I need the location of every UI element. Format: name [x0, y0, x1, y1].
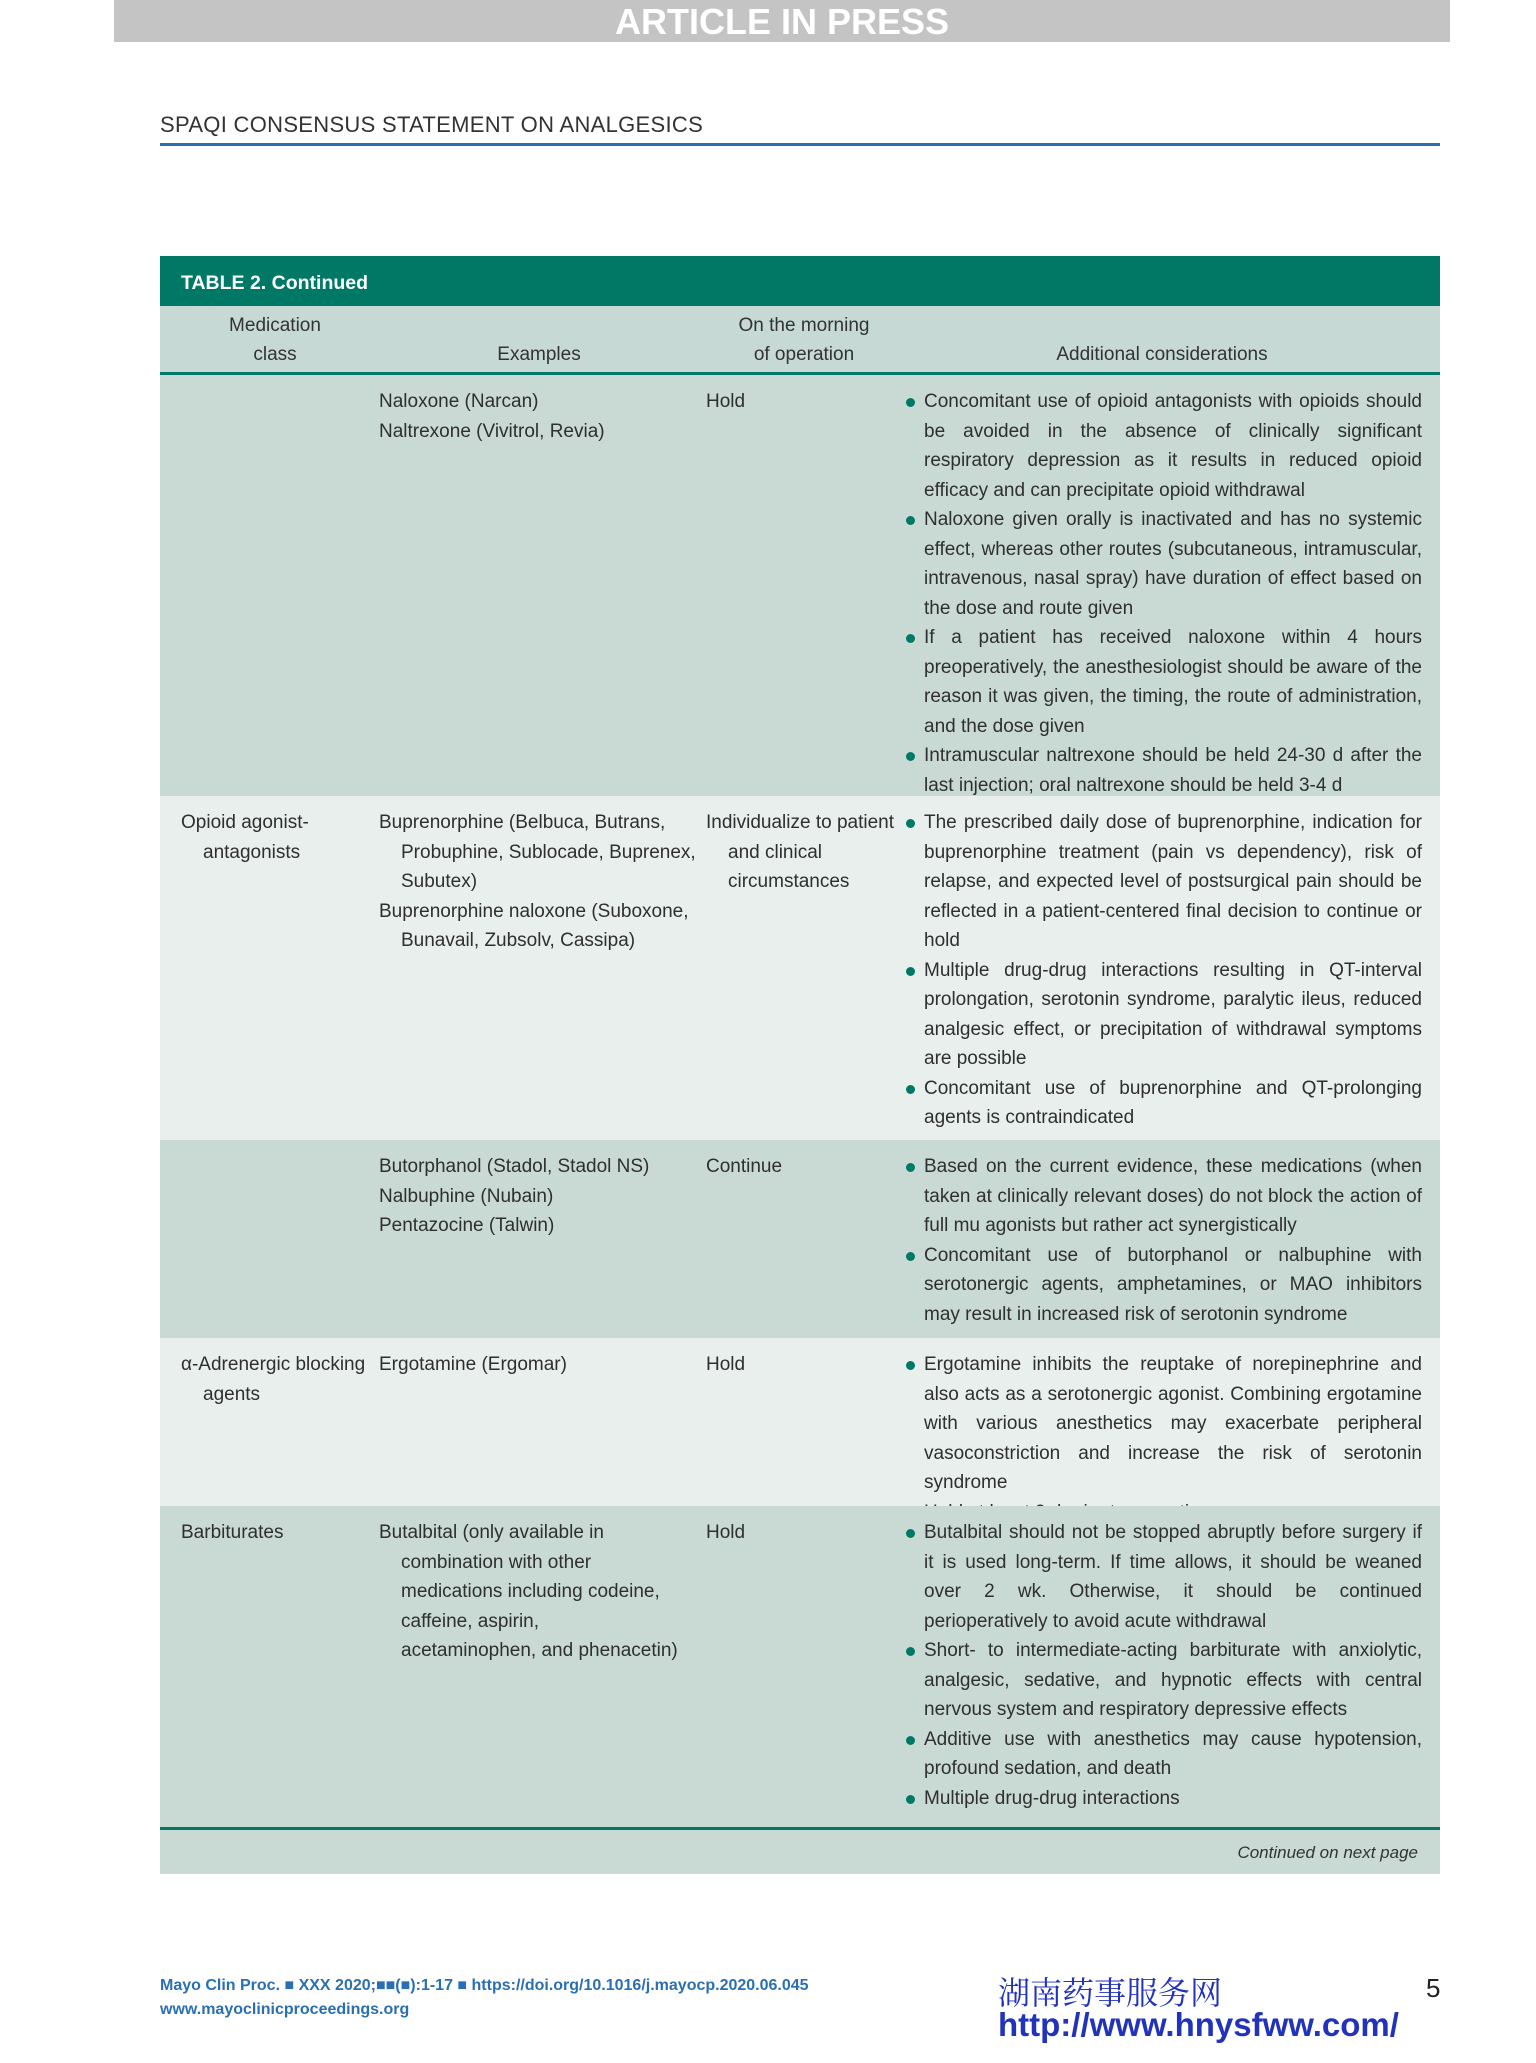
examples-cell — [379, 808, 699, 956]
consideration-bullet: Multiple drug-drug interactions — [902, 1784, 1422, 1814]
table-row — [160, 796, 1440, 1140]
example-item: Buprenorphine (Belbuca, Butrans, Probuphine, Sublocade, Buprenex, Subutex) — [379, 812, 696, 892]
consideration-bullet: Concomitant use of opioid antagonists with opioids should be avoided in the absence of clinically significant respiratory depression as it results in reduced opioid efficacy and can precipitate opioid withdrawal — [902, 387, 1422, 505]
table-title: TABLE 2. Continued — [160, 256, 1440, 306]
morning-cell: Hold — [706, 391, 746, 412]
consideration-bullet: Butalbital should not be stopped abruptly before surgery if it is used long-term. If time allows, it should be weaned over 2 wk. Otherwise, it should be continued perioperatively to avoid acute withdrawal — [902, 1518, 1422, 1636]
considerations-cell — [902, 387, 1422, 800]
considerations-cell — [902, 1350, 1422, 1527]
consideration-bullet: Naloxone given orally is inactivated and has no systemic effect, whereas other routes (subcutaneous, intramuscular, intravenous, nasal spray) have duration of effect based on the dose and route given — [902, 505, 1422, 623]
consideration-bullet: Concomitant use of butorphanol or nalbuphine with serotonergic agents, amphetamines, or MAO inhibitors may result in increased risk of serotonin syndrome — [902, 1241, 1422, 1330]
example-item: Nalbuphine (Nubain) — [379, 1185, 554, 1207]
website-link[interactable]: www.mayoclinicproceedings.org — [160, 2001, 410, 2018]
medication-class-cell: Barbiturates — [181, 1522, 284, 1543]
morning-cell: Individualize to patient and clinical circumstances — [706, 812, 895, 892]
example-item: Naloxone (Narcan) — [379, 391, 539, 412]
morning-cell: Continue — [706, 1156, 783, 1177]
watermark-chinese: 湖南药事服务网 — [998, 1974, 1223, 2012]
example-item: Naltrexone (Vivitrol, Revia) — [379, 420, 605, 442]
examples-cell — [379, 1518, 679, 1666]
consideration-bullet: If a patient has received naloxone within 4 hours preoperatively, the anesthesiologist should be aware of the reason it was given, the timing, the route of administration, and the dose given — [902, 623, 1422, 741]
considerations-cell — [902, 1518, 1422, 1813]
table-continued-note: Continued on next page — [160, 1827, 1440, 1874]
example-item: Butorphanol (Stadol, Stadol NS) — [379, 1156, 650, 1177]
table-row — [160, 1506, 1440, 1827]
examples-cell — [379, 1152, 699, 1241]
table-row — [160, 1338, 1440, 1506]
consideration-bullet: Short- to intermediate-acting barbiturate with anxiolytic, analgesic, sedative, and hypnotic effects with central nervous system and respiratory depressive effects — [902, 1636, 1422, 1725]
morning-cell: Hold — [706, 1522, 746, 1543]
header-considerations: Additional considerations — [1056, 344, 1268, 365]
table-row — [160, 1140, 1440, 1338]
consideration-bullet: Multiple drug-drug interactions resulting in QT-interval prolongation, serotonin syndrome, paralytic ileus, reduced analgesic effect, or precipitation of withdrawal symptoms are possible — [902, 956, 1422, 1074]
considerations-cell — [902, 808, 1422, 1133]
consideration-bullet: Intramuscular naltrexone should be held 24-30 d after the last injection; oral naltrexone should be held 3-4 d — [902, 741, 1422, 800]
citation-line: Mayo Clin Proc. ■ XXX 2020;■■(■):1-17 ■ https://doi.org/10.1016/j.mayocp.2020.06.045 — [160, 1977, 809, 1994]
example-item: Ergotamine (Ergomar) — [379, 1354, 567, 1375]
header-morning — [706, 311, 902, 369]
consideration-bullet: Concomitant use of buprenorphine and QT-prolonging agents is contraindicated — [902, 1074, 1422, 1133]
header-rule — [160, 143, 1440, 146]
morning-cell: Hold — [706, 1354, 746, 1375]
page-number: 5 — [1426, 1973, 1441, 2003]
header-examples: Examples — [497, 344, 581, 365]
example-item: Buprenorphine naloxone (Suboxone, Bunavail, Zubsolv, Cassipa) — [379, 900, 689, 951]
medication-class-cell: Opioid agonist-antagonists — [181, 812, 309, 863]
header-medication-class — [160, 311, 390, 369]
header-medication-class-line2: class — [253, 344, 297, 365]
table-row — [160, 375, 1440, 796]
header-morning-line2: of operation — [753, 344, 855, 365]
consideration-bullet: Based on the current evidence, these medications (when taken at clinically relevant doses) do not block the action of full mu agonists but rather act synergistically — [902, 1152, 1422, 1241]
header-morning-line1: On the morning — [738, 315, 870, 336]
medication-class-cell: α-Adrenergic blocking agents — [181, 1354, 366, 1405]
example-item: Butalbital (only available in combination with other medications including codeine, caffeine, aspirin, acetaminophen, and phenacetin) — [379, 1522, 678, 1661]
table-header-row — [160, 306, 1440, 375]
table-2 — [160, 256, 1440, 1874]
example-item: Pentazocine (Talwin) — [379, 1215, 555, 1236]
consideration-bullet: Ergotamine inhibits the reuptake of norepinephrine and also acts as a serotonergic agonist. Combining ergotamine with various anesthetics may exacerbate peripheral vasoconstriction and increase the risk of serotonin syndrome — [902, 1350, 1422, 1498]
consideration-bullet: Additive use with anesthetics may cause hypotension, profound sedation, and death — [902, 1725, 1422, 1784]
header-medication-class-line1: Medication — [229, 315, 321, 336]
journal-footer — [160, 1974, 809, 2022]
watermark-url[interactable]: http://www.hnysfww.com/ — [998, 2006, 1399, 2043]
examples-cell — [379, 1350, 699, 1380]
consideration-bullet: The prescribed daily dose of buprenorphine, indication for buprenorphine treatment (pain vs dependency), risk of relapse, and expected level of postsurgical pain should be reflected in a patient-centered final decision to continue or hold — [902, 808, 1422, 956]
examples-cell — [379, 387, 699, 446]
running-head: SPAQI CONSENSUS STATEMENT ON ANALGESICS — [160, 112, 704, 137]
considerations-cell — [902, 1152, 1422, 1329]
article-in-press-banner: ARTICLE IN PRESS — [114, 0, 1450, 42]
